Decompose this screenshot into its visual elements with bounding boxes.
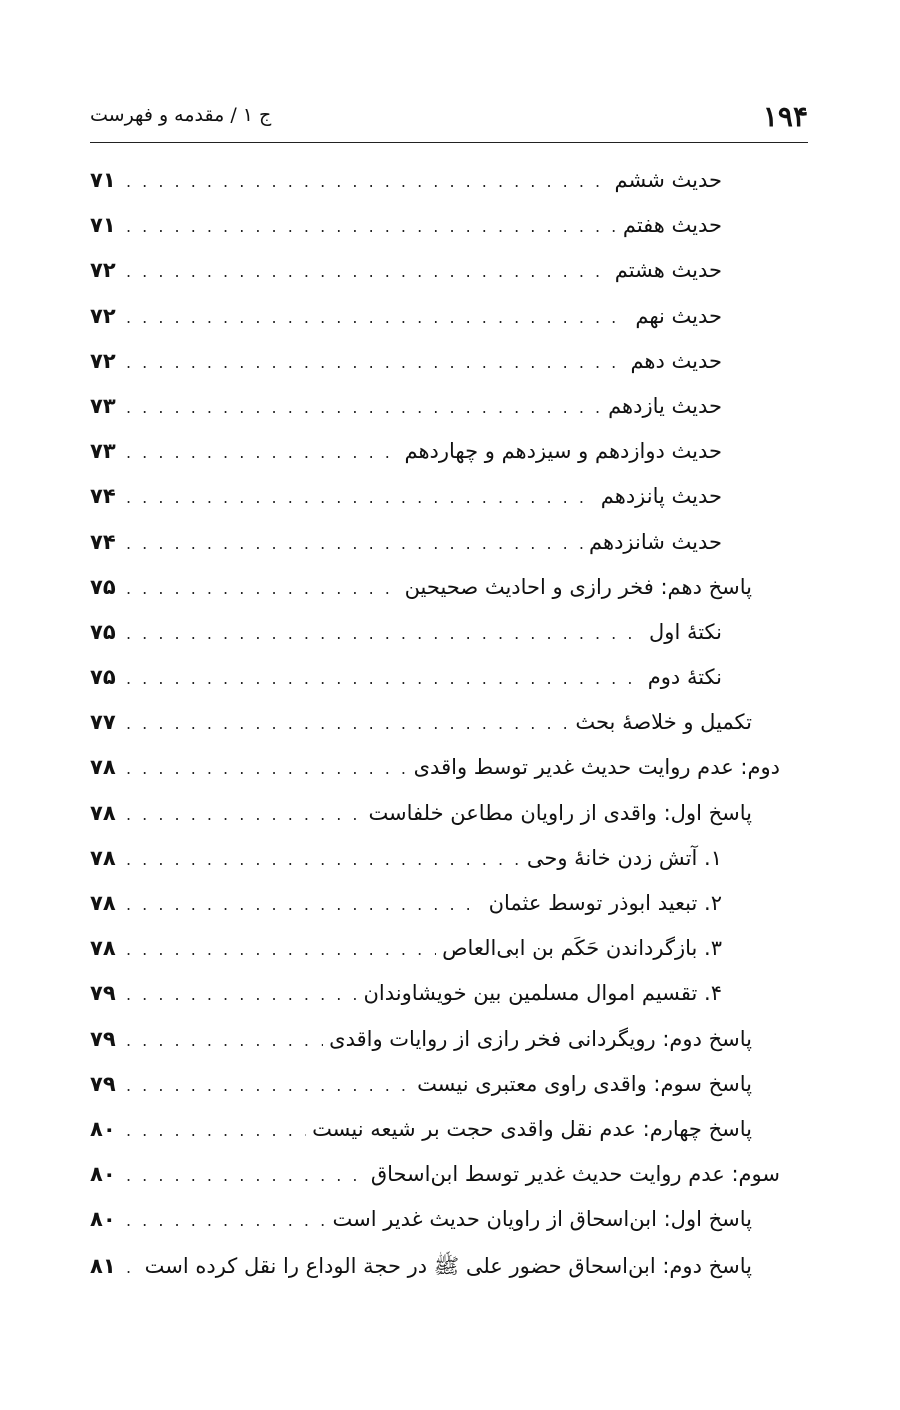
page-number: ۱۹۴ [762, 100, 808, 133]
toc-entry [90, 530, 780, 575]
toc-entry [90, 1117, 780, 1162]
toc-entry-title: ۳. بازگرداندن حَکَم بن ابی‌العاص [442, 936, 722, 961]
page-header [90, 92, 808, 143]
toc-entry-title: ۲. تبعید ابوذر توسط عثمان [488, 891, 722, 915]
dot-leader [126, 217, 617, 236]
toc-entry-page-number: ۷۳ [90, 393, 116, 418]
toc-entry-title: پاسخ چهارم: عدم نقل واقدی حجت بر شیعه نیست [312, 1116, 752, 1141]
toc-entry-page-number: ۷۲ [90, 348, 116, 373]
toc-entry-title: پاسخ دهم: فخر رازی و احادیث صحیحین [404, 574, 752, 599]
toc-entry [90, 168, 780, 213]
dot-leader [126, 398, 602, 417]
running-title: ج ۱ / مقدمه و فهرست [90, 104, 272, 126]
dot-leader [126, 895, 483, 914]
toc-entry-page-number: ۷۹ [90, 1026, 116, 1051]
toc-entry-page-number: ۷۵ [90, 619, 116, 644]
toc-entry-page-number: ۷۸ [90, 891, 116, 915]
toc-entry-page-number: ۷۸ [90, 800, 116, 825]
toc-entry [90, 665, 780, 710]
toc-entry [90, 891, 780, 936]
dot-leader [126, 759, 408, 778]
toc-entry-page-number: ۷۹ [90, 1071, 116, 1096]
toc-entry [90, 304, 780, 349]
dot-leader [126, 1258, 139, 1277]
toc-entry-page-number: ۷۸ [90, 936, 116, 961]
toc-entry [90, 484, 780, 529]
toc-entry-page-number: ۷۱ [90, 213, 116, 238]
toc-entry-page-number: ۷۸ [90, 845, 116, 870]
toc-entry-page-number: ۷۵ [90, 574, 116, 599]
toc-entry [90, 936, 780, 981]
dot-leader [126, 353, 624, 372]
toc-entry [90, 620, 780, 665]
toc-entry-page-number: ۸۰ [90, 1116, 116, 1141]
toc-entry-page-number: ۷۳ [90, 439, 116, 464]
dot-leader [126, 1166, 365, 1185]
toc-entry-title: پاسخ اول: ابن‌اسحاق از راویان حدیث غدیر است [332, 1207, 752, 1232]
toc-entry-title: پاسخ دوم: ابن‌اسحاق حضور علی ﷺ در حجة الوداع را نقل کرده است [144, 1253, 752, 1278]
toc-entry-page-number: ۸۱ [90, 1253, 116, 1278]
toc-entry [90, 349, 780, 394]
toc-entry [90, 846, 780, 891]
toc-entry-title: پاسخ سوم: واقدی راوی معتبری نیست [417, 1071, 752, 1096]
toc-entry-page-number: ۷۲ [90, 258, 116, 283]
toc-entry-title: حدیث دهم [630, 348, 722, 373]
toc-entry-title: پاسخ دوم: رویگردانی فخر رازی از روایات واقدی [329, 1026, 752, 1051]
dot-leader [126, 488, 595, 507]
toc-entry-title: حدیث شانزدهم [589, 529, 722, 554]
toc-entry-title: ۴. تقسیم اموال مسلمین بین خویشاوندان [363, 981, 722, 1006]
dot-leader [126, 172, 609, 191]
toc-entry-page-number: ۷۹ [90, 981, 116, 1006]
toc-entry [90, 1027, 780, 1072]
dot-leader [126, 308, 629, 327]
toc-entry [90, 1207, 780, 1252]
toc-entry-page-number: ۷۷ [90, 710, 116, 735]
dot-leader [126, 805, 362, 824]
toc-entry-page-number: ۷۴ [90, 484, 116, 509]
toc-entry-title: نکتهٔ دوم [647, 665, 722, 690]
toc-entry-title: حدیث نهم [635, 303, 722, 328]
dot-leader [126, 579, 399, 598]
toc-entry-page-number: ۷۲ [90, 303, 116, 328]
toc-entry-title: حدیث یازدهم [608, 393, 722, 418]
dot-leader [126, 624, 643, 643]
toc-entry-title: حدیث هفتم [622, 213, 722, 238]
toc-entry [90, 801, 780, 846]
table-of-contents [90, 168, 780, 1298]
toc-entry [90, 575, 780, 620]
toc-entry [90, 710, 780, 755]
toc-entry [90, 258, 780, 303]
dot-leader [126, 940, 436, 959]
dot-leader [126, 1031, 323, 1050]
dot-leader [126, 1121, 306, 1140]
dot-leader [126, 443, 398, 462]
toc-entry [90, 755, 780, 800]
dot-leader [126, 1076, 411, 1095]
toc-entry [90, 981, 780, 1026]
toc-entry-title: دوم: عدم روایت حدیث غدیر توسط واقدی [413, 755, 780, 780]
toc-entry-title: ۱. آتش زدن خانهٔ وحی [526, 845, 722, 870]
dot-leader [126, 850, 521, 869]
toc-entry-title: حدیث پانزدهم [600, 484, 722, 509]
toc-entry [90, 394, 780, 439]
dot-leader [126, 985, 357, 1004]
toc-entry-title: حدیث دوازدهم و سیزدهم و چهاردهم [404, 439, 722, 464]
toc-entry-page-number: ۷۸ [90, 755, 116, 780]
dot-leader [126, 669, 642, 688]
toc-entry [90, 1162, 780, 1207]
toc-entry-page-number: ۷۴ [90, 529, 116, 554]
toc-entry-title: حدیث ششم [614, 168, 722, 192]
dot-leader [126, 534, 583, 553]
toc-entry [90, 1072, 780, 1117]
toc-entry-title: نکتهٔ اول [649, 619, 722, 644]
dot-leader [126, 262, 609, 281]
toc-entry-title: تکمیل و خلاصهٔ بحث [575, 710, 752, 735]
toc-entry-title: حدیث هشتم [614, 258, 722, 283]
toc-entry [90, 439, 780, 484]
toc-entry-page-number: ۷۱ [90, 168, 116, 192]
toc-entry-page-number: ۸۰ [90, 1162, 116, 1187]
toc-entry-title: سوم: عدم روایت حدیث غدیر توسط ابن‌اسحاق [370, 1162, 780, 1187]
toc-entry-title: پاسخ اول: واقدی از راویان مطاعن خلفاست [368, 800, 752, 825]
dot-leader [126, 714, 569, 733]
dot-leader [126, 1211, 327, 1230]
toc-entry-page-number: ۸۰ [90, 1207, 116, 1232]
toc-entry [90, 213, 780, 258]
toc-entry [90, 1253, 780, 1298]
toc-entry-page-number: ۷۵ [90, 665, 116, 690]
